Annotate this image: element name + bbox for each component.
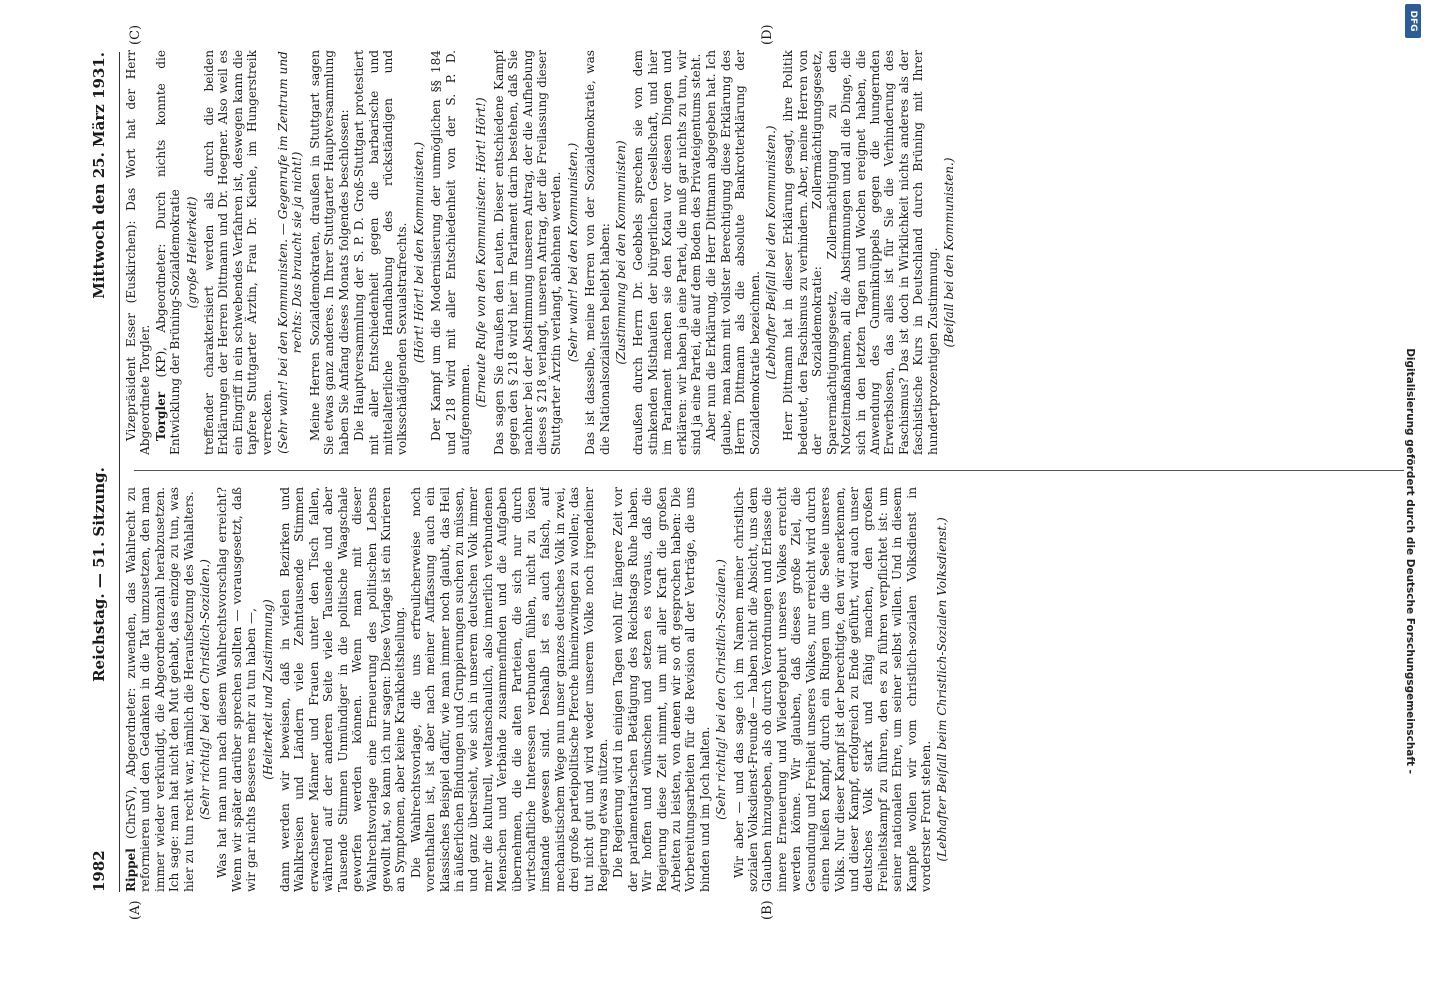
paragraph-text: (KP), Abgeordneter: Durch nichts konnte die Entwicklung der Brüning-Sozialdemokratie bbox=[153, 50, 183, 455]
right-column bbox=[124, 50, 1414, 455]
paragraph-text: Wir aber — und das sage ich im Namen meiner christlich-sozialen Volksdienst-Freunde — haben nicht die Absicht, uns dem Glauben hinzugeben, als ob durch Verordnungen und Erlasse die innere Erneuerung und Wiedergeburt unseres Volkes erreicht werden könne. Wir glauben, daß dieses große Ziel, die Gesundung und Freiheit unseres Volkes, nur erreicht wird durch einen heißen Kampf, durch ein Ringen um die Seele unseres Volks. Nur dieser Kampf ist der berechtigte, den wir anerkennen, und dieser Kampf, erfolgreich zu Ende geführt, wird auch unser deutsches Volk stark und fähig machen, den großen Freiheitskampf zu führen, den es zu führen verpflichtet ist: um seiner nationalen Ehre, um seiner selbst willen. Und in diesem Kampfe wollen wir vom christlich-sozialen Volksdienst in vorderster Front stehen. bbox=[731, 487, 933, 892]
paragraph bbox=[429, 50, 472, 455]
paragraph bbox=[154, 50, 183, 455]
paragraph-text: (Sehr richtig! bei den Christlich-Sozialen.) bbox=[714, 559, 729, 820]
paragraph-text: (Zustimmung bei den Kommunisten) bbox=[614, 140, 628, 365]
paragraph-text: (Heiterkeit und Zustimmung) bbox=[260, 599, 275, 780]
interjection bbox=[261, 487, 275, 892]
paragraph bbox=[583, 50, 612, 455]
paragraph bbox=[781, 50, 939, 455]
paragraph bbox=[202, 50, 274, 455]
paragraph-text: (Lebhafter Beifall bei den Kommunisten.) bbox=[764, 125, 779, 380]
interjection bbox=[714, 487, 728, 892]
left-column bbox=[124, 487, 1414, 892]
paragraph-text: draußen durch Herrn Dr. Goebbels sprechen sie von dem stinkenden Misthaufen der bürgerlichen Gesellschaft, und hier im Parlament machen sie den Kotau vor diesen Dingen und erklären: wir haben ja eine Partei, die muß gar nichts zu tun, wir sind ja eine Partei, die auf dem Boden des Privateigentums steht. bbox=[631, 50, 704, 455]
paragraph-text: dann werden wir beweisen, daß in vielen Bezirken und Wahlkreisen und Ländern viele Zehntausende Stimmen erwachsener Männer und Frauen unter den Tisch fallen, während auf der anderen Seite viele Tausende und aber Tausende Stimmen Unmündiger in die politische Waagschale geworfen werden können. Wenn man mit dieser Wahlrechtsvorlage eine Erneuerung des politischen Lebens gewollt hat, so kann ich nur sagen: Diese Vorlage ist ein Kurieren an Symptomen, aber keine Krankheitsheilung. bbox=[278, 487, 408, 892]
paragraph bbox=[492, 50, 564, 455]
margin-letter-a: (A) bbox=[128, 900, 143, 920]
paragraph-text: Was hat man nun nach diesem Wahlrechtsvorschlag erreicht? Wenn wir später darüber sprechen sollten — vorausgesetzt, daß wir gar nichts Besseres mehr zu tun haben —, bbox=[215, 487, 259, 892]
session-date: Mittwoch den 25. März 1931. bbox=[90, 52, 108, 299]
column-divider bbox=[134, 470, 1404, 471]
paragraph-text: Das ist dasselbe, meine Herren von der Sozialdemokratie, was die Nationalsozialisten beliebt haben: bbox=[583, 50, 612, 455]
paragraph-text: Herr Dittmann hat in dieser Erklärung gesagt, ihre Politik bedeutet, den Faschismus zu verhindern. Aber, meine Herren von der Sozialdemokratie: Zollermächtigungsgesetz, Sparermächtigungsgesetz, Zollermächtigung zu den Notzeitmaßnahmen, all die Abstimmungen und all die Dinge, die sich in den letzten Tagen und Wochen ereignet haben, die Anwendung des Gummiknüppels gegen die hungernden Erwerbslosen, das alles ist für Sie die Verhinderung des Faschismus? Das ist doch in Wirklichkeit nichts anderes als der faschistische Kurs in Deutschland durch Brüning mit Ihrer hundertprozentigen Zustimmung. bbox=[781, 50, 940, 455]
paragraph bbox=[308, 50, 351, 455]
paragraph bbox=[704, 50, 762, 455]
credit-text: Digitalisierung gefördert durch die Deutsche Forschungsgemeinschaft - bbox=[1404, 348, 1416, 774]
speaker-name: Torgler bbox=[153, 391, 168, 441]
header-rule bbox=[119, 52, 120, 892]
paragraph-text: Aber nun die Erklärung, die Herr Dittmann abgegeben hat. Ich glaube, man kann mit vollster Berechtigung diese Erklärung des Herrn Dittmann als die absolute Bankrotterklärung der Sozialdemokratie bezeichnen. bbox=[704, 50, 762, 455]
dfg-logo: DFG bbox=[1405, 4, 1421, 38]
paragraph bbox=[124, 487, 196, 892]
paragraph-text: (große Heiterkeit) bbox=[184, 196, 199, 309]
paragraph-text: Meine Herren Sozialdemokraten, draußen in Stuttgart sagen Sie etwas ganz anderes. In Ihrer Stuttgarter Hauptversammlung haben Sie Anfang dieses Monats folgendes beschlossen: bbox=[307, 50, 351, 455]
paragraph-text: (ChrSV), Abgeordneter: zuwenden, das Wahlrecht zu reformieren und den Gedanken in die Tat umzusetzen, den man immer wieder verkündigt, die Abgeordnetenzahl herabzusetzen. Ich sage: man hat nicht den Mut gehabt, das einzige zu tun, was hier zu tun recht war, nämlich die Heraufsetzung des Wahlalters. bbox=[124, 487, 196, 892]
interjection bbox=[474, 50, 488, 455]
paragraph-text: Die Wahlrechtsvorlage, die uns erfreulicherweise noch vorenthalten ist, ist aber nach meiner Auffassung auch ein klassisches Beispiel dafür, wie man immer noch glaubt, das Heil in äußerlichen Bindungen und Gruppierungen suchen zu müssen, und ganz übersieht, wie sich in unserem deutschen Volk immer mehr die kulturell, weltanschaulich, also innerlich verbundenen Menschen und Verbände zusammenfinden und die Aufgaben übernehmen, die die alten Parteien, die sich nur durch wirtschaftliche Interessen verbunden fühlen, nicht zu lösen imstande gewesen sind. Deshalb ist es auch falsch, auf mechanistischem Wege nun unser ganzes deutsches Volk in zwei, drei große parteipolitische Pferche hineinzwingen zu wollen; das tut nicht gut und wird weder unserem Volke noch irgendeiner Regierung etwas nützen. bbox=[408, 487, 610, 892]
digitization-credit bbox=[1400, 40, 1420, 780]
interjection bbox=[198, 487, 212, 892]
paragraph bbox=[409, 487, 611, 892]
paragraph-text: (Lebhafter Beifall beim Christlich-Sozialen Volksdienst.) bbox=[935, 517, 950, 862]
paragraph bbox=[611, 487, 712, 892]
paragraph bbox=[215, 487, 258, 892]
paragraph-text: treffender charakterisiert werden als durch die beiden Erklärungen der Herren Dittmann und Dr. Hoegner. Also weil es ein Eingriff in ein schwebendes Verfahren ist, deswegen kann die tapfere Stuttgarter Ärztin, Frau Dr. Kienle, im Hungerstreik verrecken. bbox=[202, 50, 274, 455]
text-columns bbox=[124, 50, 1414, 892]
paragraph bbox=[124, 50, 153, 455]
margin-letter-b: (B) bbox=[760, 900, 775, 920]
interjection bbox=[942, 50, 956, 455]
paragraph-text: (Sehr richtig! bei den Christlich-Sozialen.) bbox=[198, 559, 213, 820]
paragraph-text: (Erneute Rufe von den Kommunisten: Hört! Hört!) bbox=[474, 97, 489, 408]
paragraph-text: Vizepräsident Esser (Euskirchen): Das Wort hat der Herr Abgeordnete Torgler. bbox=[124, 50, 153, 455]
paragraph-text: (Beifall bei den Kommunisten.) bbox=[941, 157, 956, 348]
paragraph-text: Der Kampf um die Modernisierung der unmöglichen §§ 184 und 218 wird mit aller Entschiedenheit von der S. P. D. aufgenommen. bbox=[429, 50, 472, 455]
interjection bbox=[935, 487, 949, 892]
paragraph-text: (Sehr wahr! bei den Kommunisten.) bbox=[565, 142, 580, 363]
paragraph bbox=[732, 487, 934, 892]
interjection bbox=[276, 50, 305, 455]
page-header bbox=[84, 52, 114, 892]
paragraph bbox=[352, 50, 410, 455]
paragraph-text: Die Regierung wird in einigen Tagen wohl für längere Zeit vor der parlamentarischen Betätigung des Reichstags Ruhe haben. Wir hoffen und wünschen und setzen es voraus, daß die Regierung diese Zeit nimmt, um mit aller Kraft die großen Arbeiten zu leisten, von denen wir so oft gesprochen haben: Die Vorbereitungsarbeiten für die Revision all der Verträge, die uns binden und im Joch halten. bbox=[611, 487, 712, 892]
paragraph bbox=[278, 487, 408, 892]
paragraph-text: Das sagen Sie draußen den Leuten. Dieser entschiedene Kampf gegen den § 218 wird hier im Parlament darin bestehen, daß Sie nachher bei der Abstimmung unseren Antrag, der die Aufhebung dieses § 218 verlangt, unseren Antrag, der die Freilassung dieser Stuttgarter Ärztin verlangt, ablehnen werden. bbox=[491, 50, 564, 455]
paragraph bbox=[631, 50, 703, 455]
interjection bbox=[412, 50, 426, 455]
interjection bbox=[185, 50, 199, 455]
paragraph-text: (Sehr wahr! bei den Kommunisten. — Gegenrufe im Zentrum und rechts: Das braucht sie ja nicht!) bbox=[276, 51, 305, 454]
interjection bbox=[614, 50, 628, 455]
session-title: Reichstag. — 51. Sitzung. bbox=[90, 467, 108, 682]
speaker-name: Rippel bbox=[124, 848, 138, 892]
interjection bbox=[764, 50, 778, 455]
margin-letter-d: (D) bbox=[760, 24, 775, 45]
paragraph-text: (Hört! Hört! bei den Kommunisten.) bbox=[411, 141, 426, 364]
interjection bbox=[566, 50, 580, 455]
margin-letter-c: (C) bbox=[128, 24, 143, 45]
paragraph-text: Die Hauptversammlung der S. P. D. Groß-Stuttgart protestiert mit aller Entschiedenheit gegen die barbarische und mittelalterliche Handhabung des rückständigen und volksschädigenden Sexualstrafrechts. bbox=[352, 50, 410, 455]
page-number: 1982 bbox=[90, 850, 108, 892]
